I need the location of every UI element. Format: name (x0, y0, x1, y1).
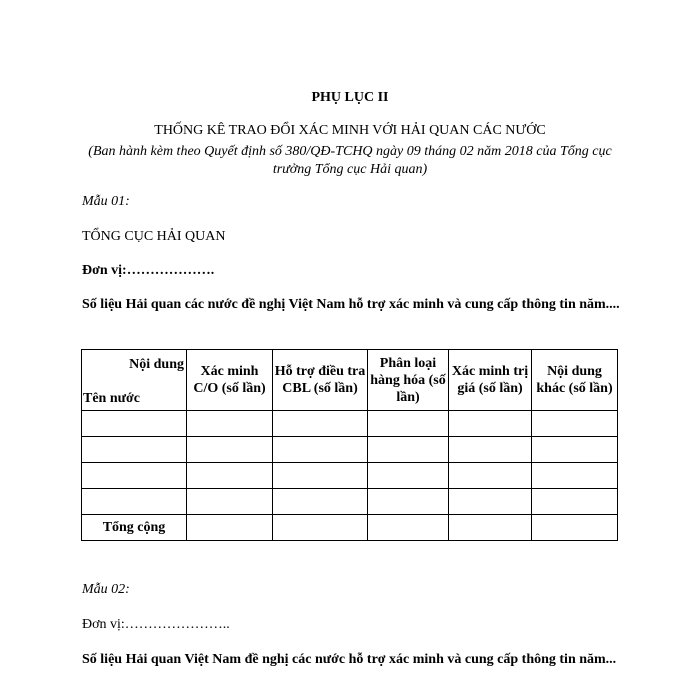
column-header: Xác minh trị giá (số lần) (449, 350, 532, 411)
table-row (82, 489, 618, 515)
table-cell (82, 489, 187, 515)
table-cell (273, 437, 368, 463)
table-cell (187, 463, 273, 489)
table-row (82, 463, 618, 489)
column-header: Phân loại hàng hóa (số lần) (368, 350, 449, 411)
table-cell (187, 489, 273, 515)
table-cell (273, 515, 368, 541)
table-cell (449, 463, 532, 489)
form-02-heading: Số liệu Hải quan Việt Nam đề nghị các nước hỗ trợ xác minh và cung cấp thông tin năm... (82, 652, 617, 667)
table-cell (368, 463, 449, 489)
table-cell (368, 411, 449, 437)
table-cell (187, 515, 273, 541)
table-cell (532, 515, 618, 541)
table-cell (82, 437, 187, 463)
document-title: THỐNG KÊ TRAO ĐỔI XÁC MINH VỚI HẢI QUAN CÁC NƯỚC (154, 123, 546, 138)
table-cell (187, 411, 273, 437)
table-cell (532, 489, 618, 515)
form-02-label: Mẫu 02: (82, 582, 130, 597)
table-cell (368, 515, 449, 541)
form-01-label: Mẫu 01: (82, 194, 130, 209)
agency-name: TỔNG CỤC HẢI QUAN (82, 229, 226, 244)
table-cell (273, 489, 368, 515)
unit-field-02: Đơn vị:………………….. (82, 617, 230, 632)
statistics-table (81, 349, 618, 541)
unit-field-01: Đơn vị:………………. (82, 263, 215, 278)
table-header-row (82, 350, 618, 411)
table-cell (532, 437, 618, 463)
form-01-heading: Số liệu Hải quan các nước đề nghị Việt Nam hỗ trợ xác minh và cung cấp thông tin năm.... (82, 297, 620, 312)
document-subtitle: (Ban hành kèm theo Quyết định số 380/QĐ-TCHQ ngày 09 tháng 02 năm 2018 của Tổng cục trưởng Tổng cục Hải quan) (88, 144, 612, 177)
table-cell (449, 411, 532, 437)
column-header: Xác minh C/O (số lần) (187, 350, 273, 411)
column-header: Nội dung khác (số lần) (532, 350, 618, 411)
table-row (82, 437, 618, 463)
total-row (82, 515, 618, 541)
table-cell (449, 437, 532, 463)
table-row (82, 411, 618, 437)
table-cell (449, 515, 532, 541)
table-cell (273, 463, 368, 489)
table-cell (532, 411, 618, 437)
table-cell (368, 437, 449, 463)
corner-header-country: Tên nước (83, 391, 140, 406)
total-label: Tổng cộng (82, 515, 187, 541)
table-cell (82, 463, 187, 489)
table-cell (187, 437, 273, 463)
table-cell (449, 489, 532, 515)
table-cell (368, 489, 449, 515)
table-cell (82, 411, 187, 437)
appendix-label: PHỤ LỤC II (311, 90, 389, 105)
table-cell (532, 463, 618, 489)
corner-header-cell (82, 350, 187, 411)
corner-header-content: Nội dung (129, 357, 184, 372)
column-header: Hỗ trợ điều tra CBL (số lần) (273, 350, 368, 411)
table-cell (273, 411, 368, 437)
